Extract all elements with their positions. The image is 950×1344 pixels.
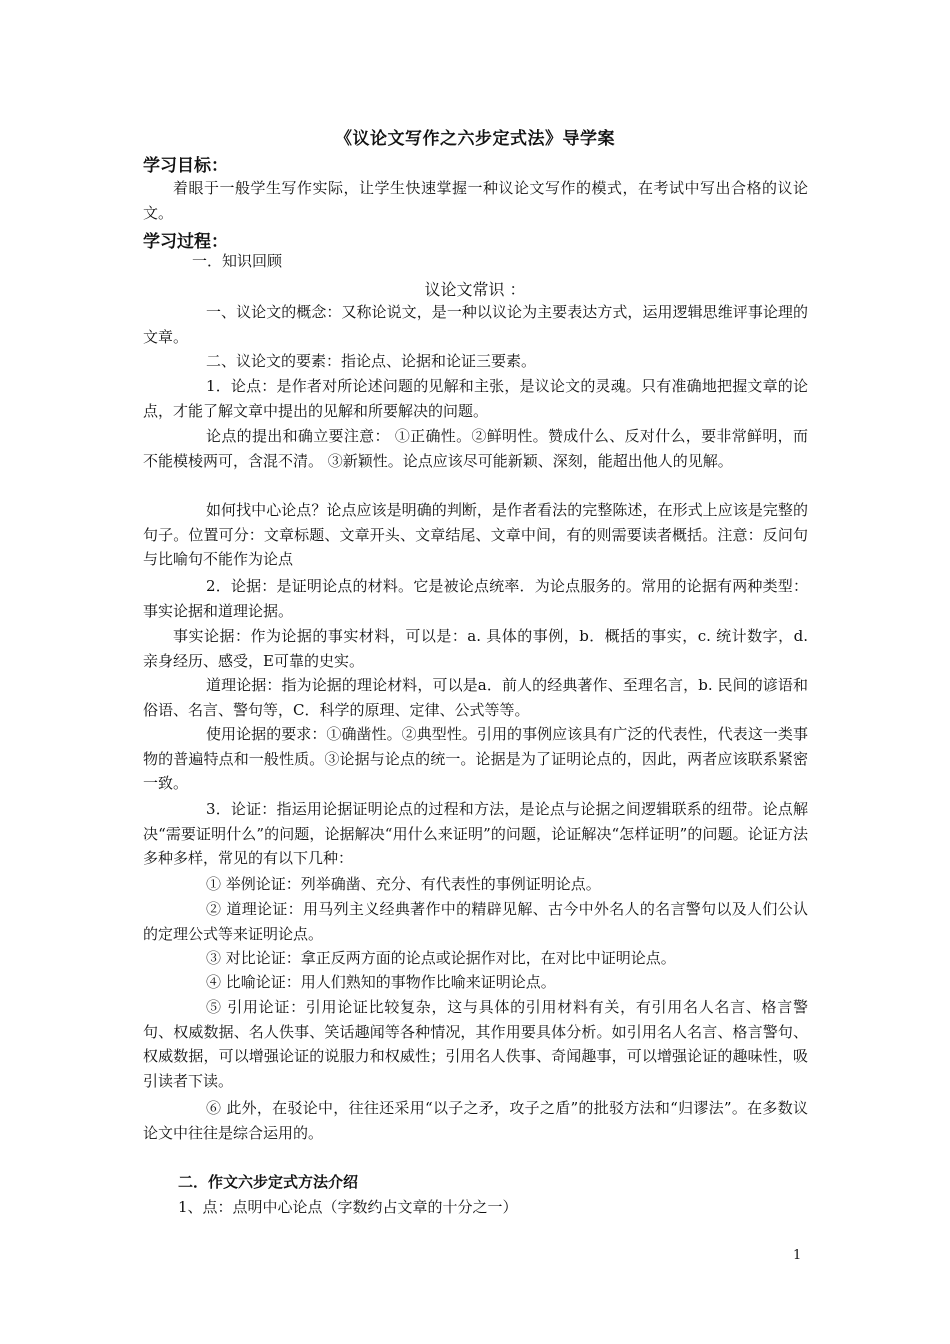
section1-title: 一．知识回顾 xyxy=(192,252,283,270)
paragraph: ④ 比喻论证：用人们熟知的事物作比喻来证明论点。 xyxy=(206,973,556,991)
page-number: 1 xyxy=(793,1248,802,1263)
paragraph: ① 举例论证：列举确凿、充分、有代表性的事例证明论点。 xyxy=(206,875,601,893)
goals-text: 着眼于一般学生写作实际，让学生快速掌握一种议论文写作的模式，在考试中写出合格的议论文。 xyxy=(143,179,808,222)
goals-heading: 学习目标： xyxy=(143,156,228,176)
subheading-knowledge: 议论文常识 ： xyxy=(424,280,526,299)
paragraph: 3．论证：指运用论据证明论点的过程和方法，是论点与论据之间逻辑联系的纽带。论点解决“需要证明什么”的问题，论据解决“用什么来证明”的问题，论证解决“怎样证明”的问题。论证方法多种多样，常见的有以下几种： xyxy=(143,800,808,867)
paragraph: 2．论据：是证明论点的材料。它是被论点统率．为论点服务的。常用的论据有两种类型：事实论据和道理论据。 xyxy=(143,577,808,620)
paragraph: 事实论据：作为论据的事实材料，可以是：a. 具体的事例，b．概括的事实，c. 统计数字，d. 亲身经历、感受，E可靠的史实。 xyxy=(143,627,808,670)
paragraph: ② 道理论证：用马列主义经典著作中的精辟见解、古今中外名人的名言警句以及人们公认的定理公式等来证明论点。 xyxy=(143,900,808,943)
section2-item1: 1、点：点明中心论点（字数约占文章的十分之一） xyxy=(178,1198,518,1216)
document-title: 《议论文写作之六步定式法》导学案 xyxy=(335,129,615,149)
paragraph: 1．论点：是作者对所论述问题的见解和主张，是议论文的灵魂。只有准确地把握文章的论点，才能了解文章中提出的见解和所要解决的问题。 xyxy=(143,377,808,420)
paragraph: 使用论据的要求：①确凿性。②典型性。引用的事例应该具有广泛的代表性，代表这一类事物的普遍特点和一般性质。③论据与论点的统一。论据是为了证明论点的，因此，两者应该联系紧密一致。 xyxy=(143,725,808,792)
section2-title: 二．作文六步定式方法介绍 xyxy=(178,1173,359,1191)
paragraph: ③ 对比论证：拿正反两方面的论点或论据作对比，在对比中证明论点。 xyxy=(206,949,676,967)
paragraph: ⑤ 引用论证：引用论证比较复杂，这与具体的引用材料有关，有引用名人名言、格言警句、权威数据、名人佚事、笑话趣闻等各种情况，其作用要具体分析。如引用名人名言、格言警句、权威数据，可以增强论证的说服力和权威性；引用名人佚事、奇闻趣事，可以增强论证的趣味性，吸引读者下读。 xyxy=(143,998,808,1090)
paragraph: 二、议论文的要素：指论点、论据和论证三要素。 xyxy=(206,352,537,370)
paragraph: 如何找中心论点？论点应该是明确的判断，是作者看法的完整陈述，在形式上应该是完整的句子。位置可分：文章标题、文章开头、文章结尾、文章中间，有的则需要读者概括。注意：反问句与比喻句不能作为论点 xyxy=(143,501,808,568)
paragraph: 道理论据：指为论据的理论材料，可以是a．前人的经典著作、至理名言，b. 民间的谚语和俗语、名言、警句等，C．科学的原理、定律、公式等等。 xyxy=(143,676,808,719)
process-heading: 学习过程： xyxy=(143,232,228,252)
paragraph: 一、议论文的概念：又称论说文，是一种以议论为主要表达方式，运用逻辑思维评事论理的文章。 xyxy=(143,303,808,346)
paragraph: 论点的提出和确立要注意： ①正确性。②鲜明性。赞成什么、反对什么，要非常鲜明，而不能模棱两可，含混不清。 ③新颖性。论点应该尽可能新颖、深刻，能超出他人的见解。 xyxy=(143,427,808,470)
paragraph: ⑥ 此外，在驳论中，往往还采用“以子之矛，攻子之盾”的批驳方法和“归谬法”。在多数议论文中往往是综合运用的。 xyxy=(143,1099,808,1142)
